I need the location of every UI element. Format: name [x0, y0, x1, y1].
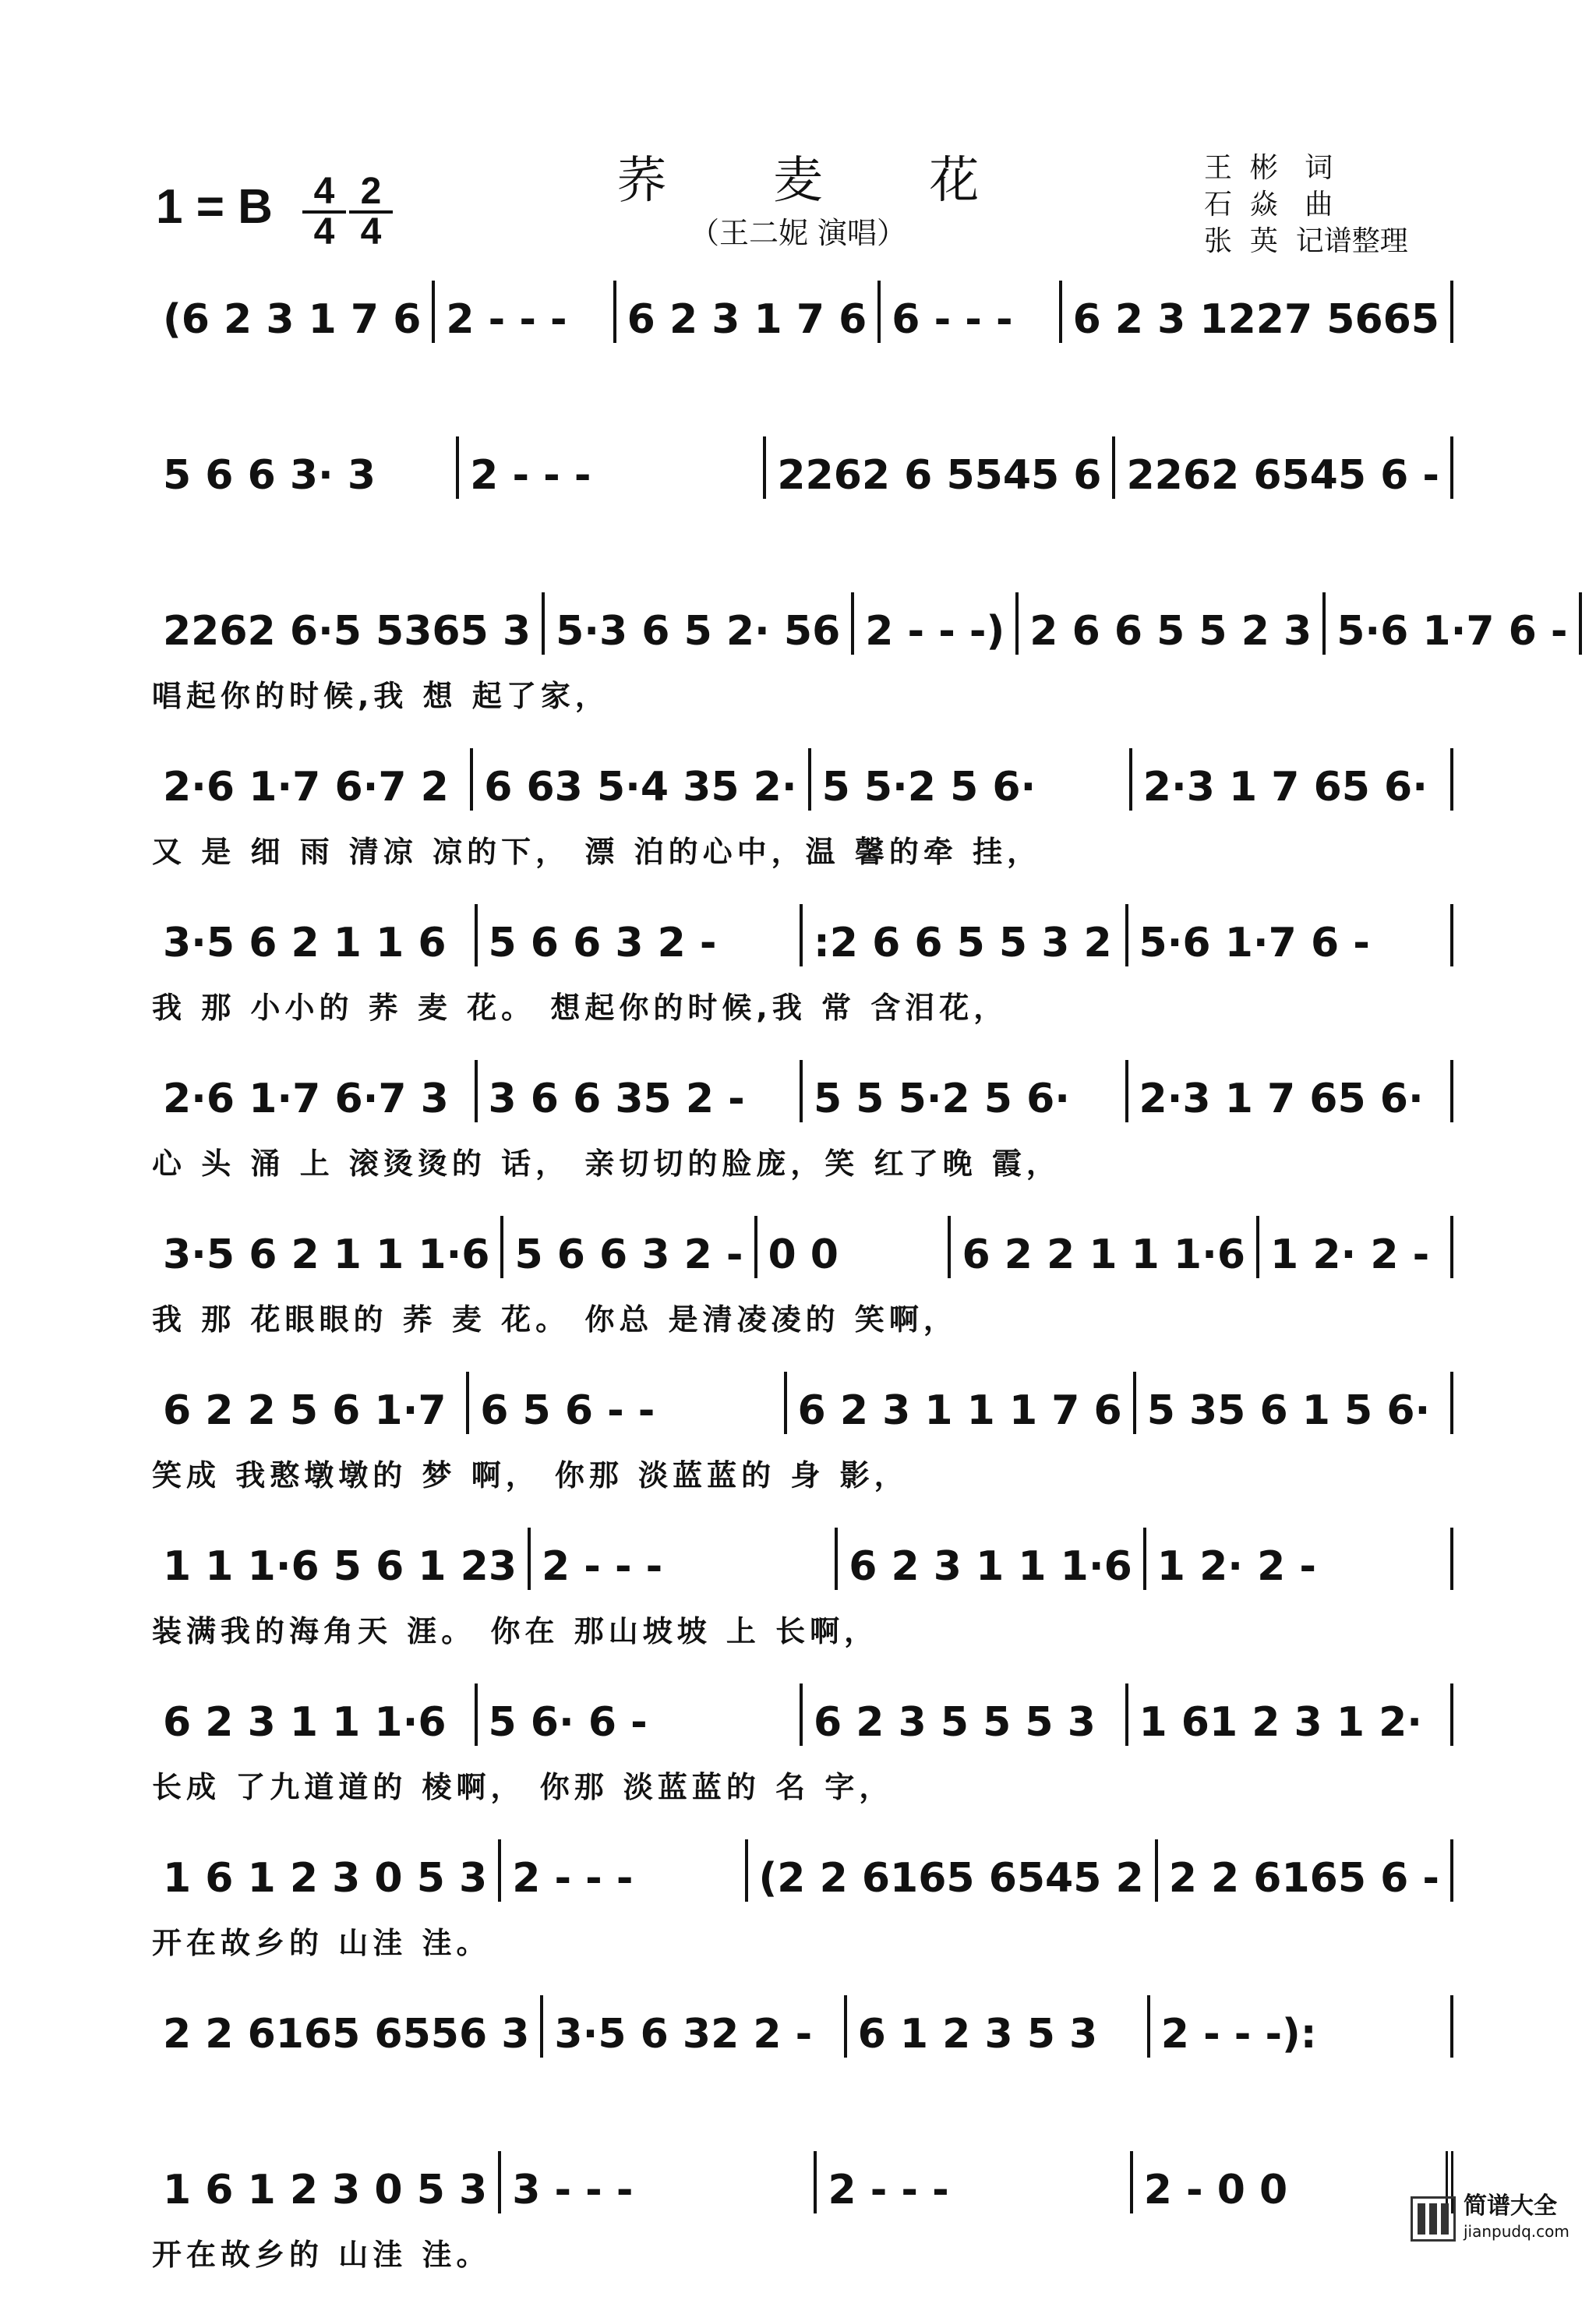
- score-row: [152, 1060, 1453, 1216]
- note-line: [152, 1528, 1453, 1590]
- measure: 5·6 1·7 6 -: [1326, 592, 1581, 655]
- time-signature-1: 4 4: [302, 173, 346, 251]
- score-row: [152, 436, 1453, 592]
- measure: 3·5 6 32 2 -: [543, 1995, 846, 2058]
- measure: 6 2 3 1 1 1·6: [838, 1528, 1146, 1590]
- measure: 6 1 2 3 5 3: [847, 1995, 1150, 2058]
- measure: (6 2 3 1 7 6: [152, 281, 435, 343]
- measure: 2 - - -: [817, 2151, 1132, 2213]
- note-line: [152, 1683, 1453, 1746]
- note-line: [152, 1060, 1453, 1122]
- lyric-line: 开在故乡的 山洼 洼。: [152, 2238, 491, 2272]
- note-line: [152, 1372, 1453, 1434]
- key-signature: 1 = B: [156, 180, 273, 234]
- score-row: [152, 592, 1568, 748]
- measure: 2262 6 5545 6: [766, 436, 1115, 499]
- note-line: [152, 281, 1453, 343]
- measure: 5 6 6 3· 3: [152, 436, 459, 499]
- measure: 6 2 3 1 7 6: [616, 281, 881, 343]
- note-line: [152, 748, 1453, 811]
- measure: 2 2 6165 6 -: [1158, 1839, 1453, 1902]
- measure: 2·6 1·7 6·7 3: [152, 1060, 478, 1122]
- measure: 1 6 1 2 3 0 5 3: [152, 2151, 501, 2213]
- lyricist: 王 彬 词: [1204, 152, 1333, 184]
- performer: （王二妮 演唱）: [689, 216, 907, 250]
- measure: 6 2 2 5 6 1·7: [152, 1372, 469, 1434]
- logo-name: 简谱大全: [1464, 2192, 1557, 2220]
- measure: 5·6 1·7 6 -: [1128, 904, 1454, 966]
- score-row: [152, 281, 1453, 436]
- score-row: [152, 1528, 1453, 1683]
- score-row: [152, 904, 1453, 1060]
- lyric-line: 我 那 小小的 荞 麦 花。 想起你的时候,我 常 含泪花，: [152, 991, 1008, 1025]
- measure: 2·3 1 7 65 6·: [1132, 748, 1453, 811]
- measure: 5 35 6 1 5 6·: [1136, 1372, 1453, 1434]
- measure: 6 63 5·4 35 2·: [473, 748, 810, 811]
- score-row: [152, 2151, 1453, 2307]
- measure: 6 2 3 1 1 1 7 6: [787, 1372, 1136, 1434]
- measure: 5 6 6 3 2 -: [503, 1216, 757, 1278]
- score-row: [152, 1995, 1453, 2151]
- measure: 6 2 3 1 1 1·6: [152, 1683, 478, 1746]
- measure: 2·3 1 7 65 6·: [1128, 1060, 1454, 1122]
- measure: 6 5 6 - -: [469, 1372, 786, 1434]
- lyric-line: 开在故乡的 山洼 洼。: [152, 1926, 491, 1960]
- measure: 3·5 6 2 1 1 1·6: [152, 1216, 503, 1278]
- score-row: [152, 1216, 1453, 1372]
- note-line: [152, 592, 1568, 655]
- measure: 6 2 2 1 1 1·6: [951, 1216, 1259, 1278]
- score-header: [0, 0, 1596, 257]
- measure: 2 - - -: [435, 281, 616, 343]
- measure: 3·5 6 2 1 1 6: [152, 904, 478, 966]
- note-line: [152, 436, 1453, 499]
- measure: 5·3 6 5 2· 56: [545, 592, 854, 655]
- measure: 2 - 0 0: [1133, 2151, 1453, 2213]
- arranger: 张 英 记谱整理: [1204, 225, 1408, 257]
- measure: 2262 6·5 5365 3: [152, 592, 545, 655]
- note-line: [152, 904, 1453, 966]
- measure: 3 - - -: [501, 2151, 817, 2213]
- measure: 6 - - -: [881, 281, 1061, 343]
- measure: 2 - - -): [854, 592, 1019, 655]
- measure: 2 - - -: [531, 1528, 838, 1590]
- lyric-line: 又 是 细 雨 清凉 凉的下， 漂 泊的心中，温 馨的牵 挂，: [152, 835, 1042, 869]
- measure: 1 1 1·6 5 6 1 23: [152, 1528, 531, 1590]
- measure: 5 5·2 5 6·: [811, 748, 1132, 811]
- score-row: [152, 1372, 1453, 1528]
- composer: 石 焱 曲: [1204, 189, 1333, 221]
- lyric-line: 长成 了九道道的 棱啊， 你那 淡蓝蓝的 名 字，: [152, 1770, 894, 1804]
- measure: :2 6 6 5 5 3 2: [803, 904, 1128, 966]
- measure: (2 2 6165 6545 2: [748, 1839, 1158, 1902]
- measure: 5 6· 6 -: [478, 1683, 803, 1746]
- piano-icon: [1411, 2196, 1456, 2242]
- score-row: [152, 1839, 1453, 1995]
- lyric-line: 笑成 我憨墩墩的 梦 啊， 你那 淡蓝蓝的 身 影，: [152, 1458, 909, 1493]
- measure: 1 2· 2 -: [1259, 1216, 1453, 1278]
- measure: 2262 6545 6 -: [1115, 436, 1453, 499]
- measure: 0 0: [757, 1216, 952, 1278]
- measure: 1 61 2 3 1 2·: [1128, 1683, 1454, 1746]
- measure: 3 6 6 35 2 -: [478, 1060, 803, 1122]
- song-title: 荞 麦 花: [616, 152, 1025, 210]
- note-line: [152, 2151, 1453, 2213]
- measure: 5 5 5·2 5 6·: [803, 1060, 1128, 1122]
- credits: [1204, 150, 1408, 260]
- lyric-line: 我 那 花眼眼的 荞 麦 花。 你总 是清凌凌的 笑啊，: [152, 1302, 958, 1337]
- measure: 2 2 6165 6556 3: [152, 1995, 543, 2058]
- lyric-line: 心 头 涌 上 滚烫烫的 话， 亲切切的脸庞，笑 红了晚 霞，: [152, 1146, 1061, 1181]
- measure: 2·6 1·7 6·7 2: [152, 748, 473, 811]
- measure: 1 6 1 2 3 0 5 3: [152, 1839, 501, 1902]
- measure: 1 2· 2 -: [1146, 1528, 1453, 1590]
- score-row: [152, 748, 1453, 904]
- time-signature-2: 2 4: [349, 173, 393, 251]
- note-line: [152, 1995, 1453, 2058]
- site-logo: [1411, 2188, 1582, 2250]
- lyric-line: 唱起你的时候,我 想 起了家，: [152, 679, 609, 713]
- measure: 2 6 6 5 5 2 3: [1019, 592, 1326, 655]
- score-row: [152, 1683, 1453, 1839]
- measure: 6 2 3 1227 5665: [1062, 281, 1453, 343]
- note-line: [152, 1216, 1453, 1278]
- measure: 2 - - -: [459, 436, 766, 499]
- measure: 2 - - -):: [1150, 1995, 1453, 2058]
- logo-url: jianpudq.com: [1464, 2222, 1570, 2241]
- note-line: [152, 1839, 1453, 1902]
- lyric-line: 装满我的海角天 涯。 你在 那山坡坡 上 长啊，: [152, 1614, 879, 1648]
- measure: 6 2 3 5 5 5 3: [803, 1683, 1128, 1746]
- measure: 5 6 6 3 2 -: [478, 904, 803, 966]
- measure: 2 - - -: [501, 1839, 747, 1902]
